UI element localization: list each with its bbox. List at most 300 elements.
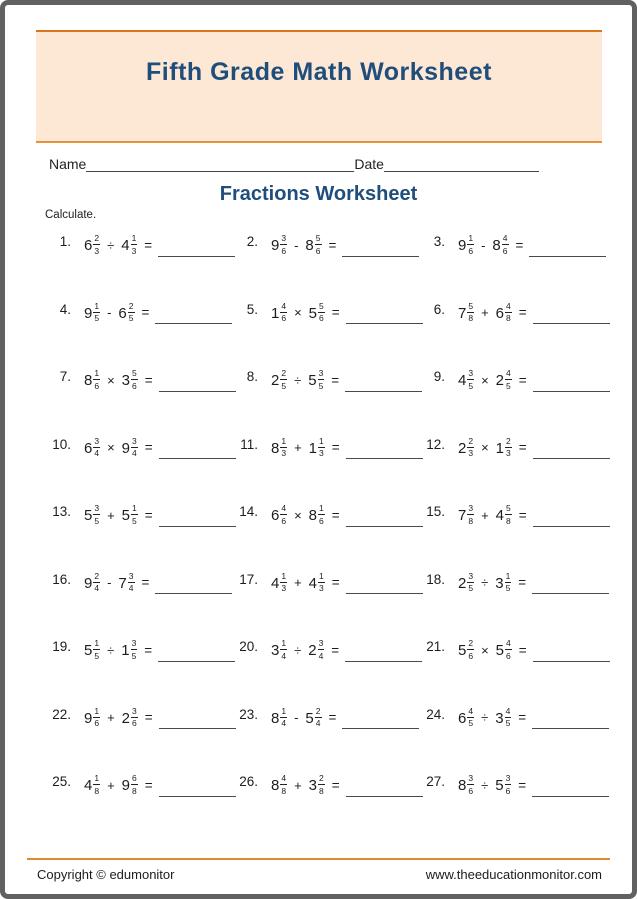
second-operand: [496, 369, 512, 390]
second-operand-denominator: 4: [128, 583, 134, 593]
problem-expression: [84, 572, 232, 595]
second-operand: [308, 369, 324, 390]
first-operand-whole: 9: [84, 709, 93, 727]
problem-number: 2.: [246, 234, 258, 249]
equals-sign: =: [331, 642, 340, 658]
equals-sign: =: [144, 507, 153, 523]
first-operand-numerator: 5: [468, 300, 474, 311]
second-operand-fraction: [505, 437, 512, 458]
first-operand-denominator: 5: [468, 583, 474, 593]
second-operand-denominator: 6: [505, 785, 511, 796]
second-operand-denominator: 8: [506, 313, 511, 323]
page-title: Fifth Grade Math Worksheet: [146, 58, 492, 86]
second-operand-numerator: 6: [132, 773, 137, 783]
second-operand-whole: 3: [495, 574, 504, 592]
second-operand-whole: 5: [308, 304, 318, 322]
first-operand-fraction: [467, 707, 474, 728]
first-operand-denominator: 3: [94, 245, 100, 256]
second-operand: [309, 504, 325, 525]
answer-blank-line: [346, 446, 423, 459]
first-operand-numerator: 1: [281, 435, 287, 446]
answer-blank-line: [529, 244, 606, 257]
first-operand-denominator: 5: [94, 313, 100, 323]
second-operand-whole: 3: [495, 709, 504, 727]
second-operand: [308, 639, 324, 660]
second-operand-denominator: 3: [131, 245, 137, 256]
second-operand-denominator: 8: [319, 785, 324, 796]
operator-sign: ×: [481, 642, 489, 658]
second-operand-whole: 9: [121, 776, 131, 794]
answer-blank-line: [346, 514, 423, 527]
first-operand-numerator: 2: [94, 570, 100, 581]
second-operand-numerator: 3: [318, 368, 324, 378]
second-operand-whole: 1: [121, 641, 130, 659]
problem-item: [45, 498, 232, 566]
second-operand: [309, 302, 325, 323]
second-operand-whole: 2: [495, 371, 505, 389]
first-operand-whole: 9: [271, 236, 280, 254]
operator-sign: ÷: [107, 237, 115, 253]
problem-number: 5.: [246, 301, 258, 317]
problem-expression: [458, 437, 610, 460]
operator-sign: -: [294, 710, 299, 726]
problem-expression: [271, 774, 423, 797]
second-operand: [496, 504, 512, 525]
problem-number: 8.: [246, 369, 258, 384]
second-operand: [495, 572, 511, 593]
first-operand-denominator: 8: [468, 313, 474, 323]
first-operand: [84, 639, 100, 660]
second-operand-fraction: [318, 504, 325, 525]
second-operand-whole: 5: [305, 709, 314, 727]
second-operand-numerator: 1: [319, 435, 324, 446]
problem-expression: [84, 504, 236, 527]
second-operand-fraction: [131, 774, 138, 795]
problem-expression: [84, 302, 232, 325]
first-operand-denominator: 3: [468, 448, 474, 458]
second-operand-whole: 7: [118, 574, 127, 592]
first-operand-fraction: [93, 504, 100, 525]
first-operand-denominator: 6: [468, 785, 474, 796]
operator-sign: ×: [294, 507, 302, 523]
instruction-text: Calculate.: [45, 209, 97, 221]
second-operand-whole: 3: [308, 776, 318, 794]
second-operand-fraction: [315, 234, 322, 255]
first-operand: [458, 369, 474, 390]
equals-sign: =: [144, 237, 153, 253]
equals-sign: =: [144, 372, 153, 388]
problem-item: [232, 701, 419, 769]
first-operand-whole: 8: [84, 371, 93, 389]
second-operand-denominator: 5: [318, 380, 324, 391]
second-operand-whole: 6: [495, 304, 505, 322]
problem-number: 22.: [52, 706, 71, 722]
problem-number: 15.: [426, 504, 445, 519]
first-operand-fraction: [93, 234, 100, 255]
name-blank-line: [86, 156, 354, 172]
first-operand-fraction: [280, 369, 287, 390]
second-operand: [122, 437, 138, 458]
second-operand-whole: 2: [121, 709, 131, 727]
problem-number: 21.: [426, 639, 445, 654]
problem-item: [419, 633, 606, 701]
first-operand: [458, 774, 474, 795]
second-operand-fraction: [318, 302, 325, 323]
problem-number: 6.: [433, 301, 445, 317]
first-operand-denominator: 6: [281, 515, 287, 526]
equals-sign: =: [328, 710, 337, 726]
equals-sign: =: [518, 372, 527, 388]
first-operand-fraction: [467, 302, 474, 323]
problem-expression: [271, 707, 419, 730]
problem-item: [419, 768, 606, 836]
first-operand-fraction: [467, 504, 474, 525]
problem-number: 18.: [426, 571, 445, 587]
operator-sign: ÷: [107, 642, 115, 658]
answer-blank-line: [532, 784, 609, 797]
second-operand: [305, 234, 321, 255]
problem-item: [419, 228, 606, 296]
problem-expression: [458, 234, 606, 257]
website-link[interactable]: www.theeducationmonitor.com: [425, 867, 602, 882]
second-operand: [309, 774, 325, 795]
first-operand-fraction: [93, 369, 100, 390]
first-operand-whole: 8: [458, 776, 467, 794]
problem-expression: [458, 639, 610, 662]
first-operand: [84, 437, 100, 458]
first-operand-numerator: 2: [468, 638, 474, 648]
equals-sign: =: [328, 237, 337, 253]
equals-sign: =: [518, 777, 527, 793]
second-operand-denominator: 3: [319, 583, 324, 593]
second-operand-fraction: [318, 572, 325, 593]
problem-item: [232, 228, 419, 296]
first-operand-denominator: 4: [94, 583, 100, 593]
problem-expression: [84, 639, 235, 662]
second-operand-fraction: [318, 437, 325, 458]
first-operand-numerator: 3: [94, 435, 100, 446]
first-operand-denominator: 5: [468, 380, 474, 391]
first-operand-denominator: 6: [468, 245, 474, 256]
problems-grid: [45, 228, 632, 836]
operator-sign: -: [107, 305, 112, 321]
second-operand: [305, 707, 321, 728]
first-operand-denominator: 6: [281, 313, 287, 323]
first-operand: [84, 707, 100, 728]
problem-expression: [271, 437, 423, 460]
second-operand-numerator: 3: [128, 570, 134, 581]
second-operand: [122, 707, 138, 728]
second-operand-fraction: [318, 369, 325, 390]
first-operand-numerator: 3: [468, 503, 474, 513]
first-operand-numerator: 1: [94, 705, 100, 716]
problem-number: 23.: [239, 706, 258, 722]
copyright-text: Copyright © edumonitor: [37, 867, 175, 882]
problem-item: [419, 296, 606, 364]
second-operand-numerator: 3: [131, 638, 137, 648]
second-operand-fraction: [131, 369, 138, 390]
first-operand-whole: 2: [271, 371, 280, 389]
first-operand-numerator: 1: [281, 705, 287, 716]
equals-sign: =: [144, 642, 153, 658]
answer-blank-line: [159, 379, 236, 392]
operator-sign: -: [294, 237, 299, 253]
operator-sign: ÷: [294, 372, 302, 388]
first-operand-fraction: [93, 572, 100, 593]
problem-number: 24.: [426, 706, 445, 722]
answer-blank-line: [533, 514, 610, 527]
second-operand-numerator: 4: [506, 300, 511, 311]
operator-sign: +: [294, 440, 302, 456]
second-operand-numerator: 5: [506, 503, 511, 513]
problem-item: [232, 768, 419, 836]
first-operand: [271, 774, 287, 795]
second-operand-denominator: 4: [315, 718, 321, 728]
first-operand-numerator: 2: [94, 233, 100, 243]
second-operand-fraction: [505, 572, 512, 593]
first-operand-numerator: 4: [281, 773, 287, 783]
answer-blank-line: [342, 244, 419, 257]
equals-sign: =: [518, 440, 527, 456]
second-operand-numerator: 3: [132, 435, 137, 446]
problem-number: 1.: [59, 234, 71, 249]
answer-blank-line: [345, 649, 422, 662]
first-operand: [84, 572, 100, 593]
first-operand: [271, 302, 287, 323]
second-operand-numerator: 1: [505, 570, 511, 581]
second-operand-whole: 4: [308, 574, 318, 592]
first-operand-fraction: [280, 639, 287, 660]
problem-number: 4.: [59, 301, 71, 317]
second-operand: [122, 369, 138, 390]
problem-number: 12.: [426, 436, 445, 452]
second-operand: [118, 302, 134, 323]
first-operand-whole: 9: [458, 236, 467, 254]
operator-sign: ÷: [481, 575, 489, 591]
first-operand-whole: 6: [84, 439, 93, 457]
first-operand: [271, 572, 287, 593]
equals-sign: =: [141, 575, 150, 591]
operator-sign: ÷: [481, 710, 489, 726]
second-operand-fraction: [505, 774, 512, 795]
operator-sign: +: [107, 777, 115, 793]
first-operand-fraction: [467, 234, 474, 255]
first-operand-whole: 9: [84, 574, 93, 592]
first-operand-denominator: 8: [94, 785, 100, 796]
first-operand: [84, 302, 100, 323]
second-operand-fraction: [318, 774, 325, 795]
first-operand-whole: 2: [458, 574, 467, 592]
problem-item: [232, 633, 419, 701]
second-operand-denominator: 6: [319, 515, 324, 526]
first-operand-whole: 5: [84, 641, 93, 659]
equals-sign: =: [331, 305, 340, 321]
problem-number: 26.: [239, 774, 258, 789]
second-operand-fraction: [128, 302, 135, 323]
first-operand-numerator: 3: [468, 570, 474, 581]
second-operand-whole: 9: [121, 439, 131, 457]
first-operand-whole: 8: [271, 439, 280, 457]
first-operand-whole: 1: [271, 304, 280, 322]
second-operand: [121, 234, 137, 255]
first-operand-whole: 2: [458, 439, 467, 457]
second-operand-numerator: 4: [506, 368, 511, 378]
problem-number: 19.: [52, 639, 71, 654]
second-operand-whole: 5: [495, 776, 504, 794]
first-operand: [271, 504, 287, 525]
problem-item: [419, 566, 606, 634]
first-operand-whole: 9: [84, 304, 93, 322]
first-operand-fraction: [467, 437, 474, 458]
second-operand: [309, 572, 325, 593]
answer-blank-line: [158, 244, 235, 257]
second-operand-denominator: 6: [319, 313, 324, 323]
problem-expression: [458, 302, 610, 325]
equals-sign: =: [331, 507, 340, 523]
second-operand-whole: 5: [121, 506, 131, 524]
second-operand: [492, 234, 508, 255]
operator-sign: ×: [107, 440, 115, 456]
second-operand-numerator: 2: [128, 300, 134, 311]
problem-item: [45, 633, 232, 701]
second-operand-denominator: 5: [506, 380, 511, 391]
first-operand-denominator: 5: [94, 650, 100, 661]
problem-expression: [271, 572, 423, 595]
second-operand-denominator: 4: [132, 448, 137, 458]
first-operand-whole: 8: [271, 776, 280, 794]
second-operand-denominator: 6: [132, 718, 137, 728]
operator-sign: +: [481, 305, 489, 321]
equals-sign: =: [518, 710, 527, 726]
answer-blank-line: [346, 784, 423, 797]
first-operand-denominator: 8: [468, 515, 474, 526]
answer-blank-line: [532, 581, 609, 594]
first-operand-denominator: 4: [281, 718, 287, 728]
problem-number: 16.: [52, 571, 71, 587]
answer-blank-line: [159, 514, 236, 527]
problem-expression: [84, 369, 236, 392]
second-operand-denominator: 5: [505, 718, 511, 728]
first-operand-denominator: 5: [468, 718, 474, 728]
problem-item: [45, 701, 232, 769]
second-operand-numerator: 3: [505, 773, 511, 783]
answer-blank-line: [155, 311, 232, 324]
second-operand: [495, 774, 511, 795]
second-operand-denominator: 6: [132, 380, 137, 391]
first-operand-fraction: [280, 437, 287, 458]
problem-expression: [458, 369, 610, 392]
second-operand-numerator: 3: [318, 638, 324, 648]
first-operand: [271, 639, 287, 660]
first-operand-fraction: [280, 572, 287, 593]
first-operand: [84, 234, 100, 255]
problem-item: [232, 498, 419, 566]
first-operand: [271, 369, 287, 390]
second-operand-denominator: 3: [506, 448, 511, 458]
answer-blank-line: [158, 649, 235, 662]
problem-expression: [84, 437, 236, 460]
problem-number: 10.: [52, 436, 71, 452]
first-operand-fraction: [93, 774, 100, 795]
problem-expression: [271, 639, 422, 662]
problem-item: [419, 701, 606, 769]
problem-expression: [458, 572, 609, 595]
equals-sign: =: [518, 507, 527, 523]
problem-item: [232, 431, 419, 499]
first-operand-denominator: 8: [281, 785, 287, 796]
first-operand: [271, 437, 287, 458]
second-operand-denominator: 3: [319, 448, 324, 458]
problem-number: 20.: [239, 639, 258, 654]
problem-item: [232, 566, 419, 634]
first-operand: [458, 504, 474, 525]
problem-number: 11.: [240, 436, 258, 452]
first-operand-denominator: 4: [281, 650, 287, 661]
first-operand-denominator: 3: [281, 583, 287, 593]
second-operand-denominator: 5: [131, 650, 137, 661]
problem-item: [419, 431, 606, 499]
second-operand-denominator: 5: [132, 515, 137, 526]
first-operand-fraction: [93, 437, 100, 458]
answer-blank-line: [342, 716, 419, 729]
second-operand-denominator: 6: [502, 245, 508, 256]
problem-item: [232, 296, 419, 364]
first-operand: [84, 774, 100, 795]
first-operand-whole: 8: [271, 709, 280, 727]
equals-sign: =: [518, 642, 527, 658]
second-operand-whole: 1: [308, 439, 318, 457]
first-operand-numerator: 1: [468, 233, 474, 243]
equals-sign: =: [518, 575, 527, 591]
answer-blank-line: [346, 311, 423, 324]
first-operand: [458, 234, 474, 255]
answer-blank-line: [159, 716, 236, 729]
first-operand-whole: 4: [458, 371, 467, 389]
second-operand-fraction: [318, 639, 325, 660]
second-operand-denominator: 8: [506, 515, 511, 526]
first-operand: [458, 437, 474, 458]
second-operand-whole: 4: [495, 506, 505, 524]
answer-blank-line: [532, 716, 609, 729]
first-operand-fraction: [93, 639, 100, 660]
second-operand-numerator: 2: [506, 435, 511, 446]
problem-item: [45, 768, 232, 836]
footer: [5, 858, 632, 894]
operator-sign: ×: [481, 440, 489, 456]
answer-blank-line: [533, 649, 610, 662]
problem-expression: [84, 234, 235, 257]
first-operand-fraction: [93, 707, 100, 728]
second-operand: [309, 437, 325, 458]
problem-item: [45, 228, 232, 296]
first-operand-fraction: [467, 369, 474, 390]
first-operand-numerator: 3: [94, 503, 100, 513]
name-date-row: [49, 154, 562, 172]
second-operand-denominator: 8: [132, 785, 137, 796]
answer-blank-line: [533, 311, 610, 324]
operator-sign: +: [481, 507, 489, 523]
second-operand-numerator: 5: [315, 233, 321, 243]
operator-sign: ×: [294, 305, 302, 321]
second-operand-whole: 8: [308, 506, 318, 524]
second-operand-fraction: [128, 572, 135, 593]
operator-sign: +: [294, 777, 302, 793]
second-operand-fraction: [131, 437, 138, 458]
second-operand-numerator: 1: [319, 570, 324, 581]
first-operand-whole: 5: [84, 506, 93, 524]
operator-sign: -: [107, 575, 112, 591]
second-operand-fraction: [505, 504, 512, 525]
